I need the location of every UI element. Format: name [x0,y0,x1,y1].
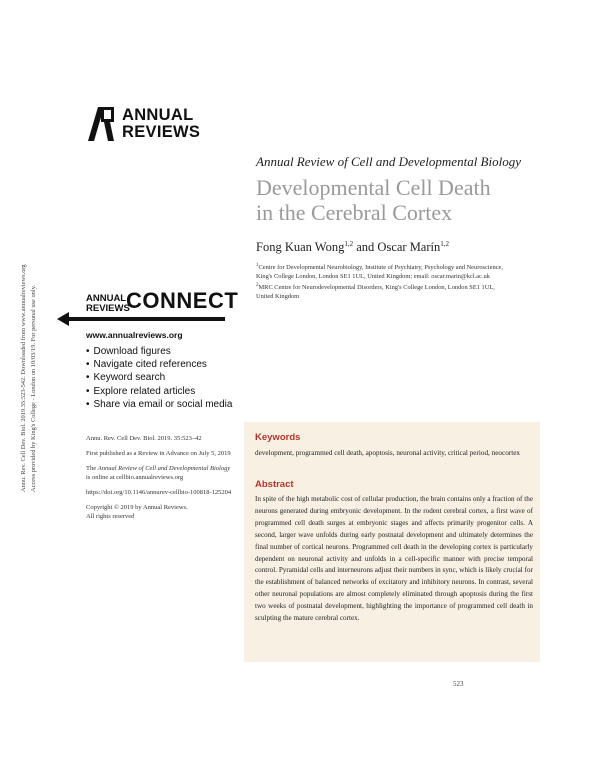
connect-brand-reviews: REVIEWS [86,302,130,314]
logo-line-1: ANNUAL [122,106,194,124]
arrow-left-icon [57,312,225,326]
online-note-pre: The [86,465,98,472]
affiliation-2 [256,281,511,302]
online-note-post: is online at cellbio.annualreviews.org [86,474,184,481]
abstract-heading: Abstract [255,479,294,490]
rights-line: All rights reserved [86,513,135,520]
author-1[interactable]: Fong Kuan Wong [256,240,345,255]
affiliation-2-text: MRC Centre for Neurodevelopmental Disorders, King's College London, London SE1 1UL, United Kingdom [256,284,495,301]
connect-item-keyword-search[interactable]: • Keyword search [86,371,232,384]
article-title-line-1: Developmental Cell Death [256,175,491,200]
online-note [86,464,236,482]
annual-reviews-logo-icon [88,107,114,141]
connect-url-link[interactable]: www.annualreviews.org [86,330,183,340]
article-title-line-2: in the Cerebral Cortex [256,200,453,225]
annual-reviews-logo [88,107,218,143]
keywords-text: development, programmed cell death, apoptosis, neuronal activity, critical period, neocortex [255,449,520,457]
connect-item-share[interactable]: • Share via email or social media [86,398,232,411]
connect-brand [86,294,130,313]
connect-wordmark: CONNECT [126,288,239,313]
keywords-heading: Keywords [255,432,301,443]
author-list [256,240,449,255]
citation: Annu. Rev. Cell Dev. Biol. 2019. 35:523–42 [86,435,202,442]
copyright [86,503,236,521]
journal-name: Annual Review of Cell and Developmental Biology [256,154,521,169]
copyright-line: Copyright © 2019 by Annual Reviews. [86,504,188,511]
affiliation-1-marker: 1 [256,263,259,268]
online-note-journal: Annual Review of Cell and Developmental Biology [97,465,231,472]
author-2-affil: 1,2 [440,240,449,248]
connect-item-related-articles[interactable]: • Explore related articles [86,385,232,398]
logo-wordmark [122,107,200,140]
doi-link[interactable]: https://doi.org/10.1146/annurev-cellbio-100818-125204 [86,489,232,496]
annual-reviews-connect-panel[interactable] [64,288,239,416]
publication-info [86,434,236,527]
connect-feature-list [86,345,232,411]
affiliation-1-text: Centre for Developmental Neurobiology, Institute of Psychiatry, Psychology and Neuroscience, King's College London, London SE1 1UL, United Kingdom; email: oscar.marin@kcl.ac.uk [256,264,503,281]
affiliation-2-marker: 2 [256,283,259,288]
first-published-note: First published as a Review in Advance on July 5, 2019 [86,450,231,457]
connect-item-download-figures[interactable]: • Download figures [86,345,232,358]
author-2[interactable]: Oscar Marín [377,240,441,255]
article-title [256,175,491,225]
author-conjunction: and [353,240,378,255]
connect-item-cited-references[interactable]: • Navigate cited references [86,358,232,371]
logo-line-2: REVIEWS [122,122,201,141]
page-number: 523 [453,680,464,688]
affiliation-1 [256,261,511,282]
download-note-line-2: Access provided by King's College - London on 10/03/19. For personal use only. [30,285,37,492]
connect-brand-annual: ANNUAL [86,293,127,304]
author-1-affil: 1,2 [344,240,354,248]
download-note-line-1: Annu. Rev. Cell Dev. Biol. 2019.35:523-542. Downloaded from www.annualreviews.org [20,264,27,492]
abstract-text: In spite of the high metabolic cost of cellular production, the brain contains only a fraction of the neurons generated during embryonic development. In the rodent cerebral cortex, a first wave of programmed cell death surges at embryonic stages and affects primarily progenitor cells. A second, larger wave unfolds during early postnatal development and ultimately determines the final number of cortical neurons. Programmed cell death in the developing cortex is particularly dependent on neuronal activity and unfolds in a cell-specific manner with precise temporal control. Pyramidal cells and interneurons adjust their numbers in sync, which is likely crucial for the establishment of balanced networks of excitatory and inhibitory neurons. In contrast, several other neuronal populations are almost completely eliminated through apoptosis during the first two weeks of postnatal development, highlighting the importance of programmed cell death in sculpting the mature cerebral cortex. [255,495,533,623]
